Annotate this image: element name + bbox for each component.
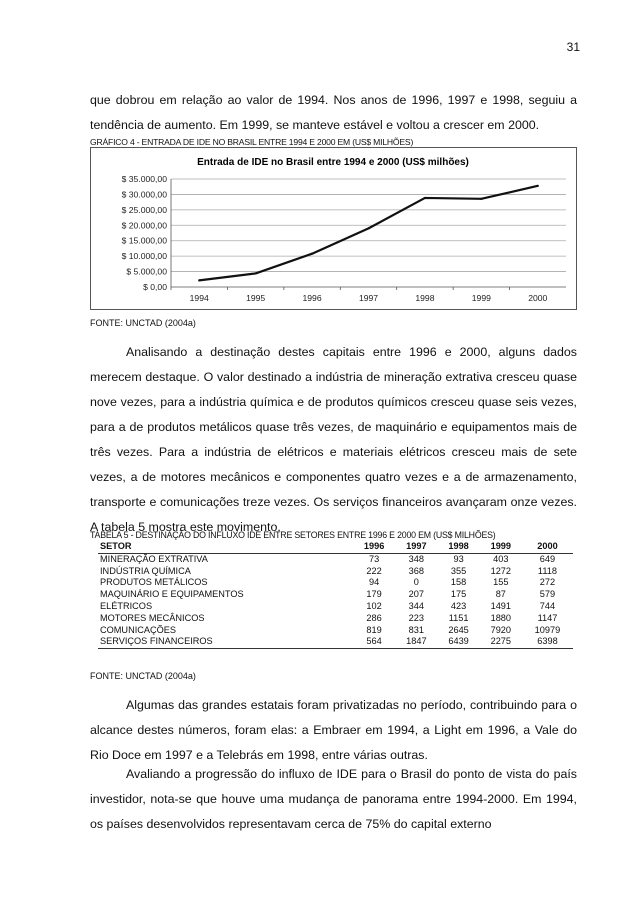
x-tick-label: 1996 [302, 293, 322, 303]
cell-value: 155 [493, 577, 509, 588]
chart-canvas [91, 148, 576, 309]
table-header-row [98, 541, 573, 553]
figure-source: FONTE: UNCTAD (2004a) [90, 318, 196, 328]
cell-value: 179 [366, 589, 382, 600]
cell-value: 403 [493, 553, 509, 564]
table-source: FONTE: UNCTAD (2004a) [90, 671, 196, 681]
sector-table [98, 541, 573, 649]
cell-value: 2645 [448, 624, 469, 635]
table-row [98, 566, 573, 578]
x-tick-label: 2000 [528, 293, 548, 303]
y-tick-label: $ 20.000,00 [121, 220, 167, 231]
table-row [98, 589, 573, 601]
series-line [199, 186, 538, 281]
header-1999: 1999 [480, 541, 522, 553]
figure-caption: GRÁFICO 4 - ENTRADA DE IDE NO BRASIL ENTRE 1994 E 2000 EM (US$ MILHÕES) [90, 137, 414, 147]
y-tick-label: $ 30.000,00 [121, 189, 167, 200]
cell-value: 1847 [395, 636, 437, 648]
cell-value: 222 [366, 565, 382, 576]
cell-value: 93 [453, 553, 464, 564]
y-tick-label: $ 35.000,00 [121, 174, 167, 184]
cell-value: 158 [450, 577, 467, 588]
paragraph-analysis: Analisando a destinação destes capitais entre 1996 e 2000, alguns dados merecem destaque. O valor destinado a indústria de mineração extrativa cresceu quase nove vezes, para a indústria química e de produtos químicos cresceu quase seis vezes, para a de produtos metálicos quase três vezes, de maquinário e equipamentos mais de três vezes. Para a indústria de elétricos e materiais elétricos cresceu mais de sete vezes, a de motores mecânicos e componentes quatro vezes e a de armazenamento, transporte e comunicações treze vezes. Os serviços financeiros avançaram onze vezes. A tabela 5 mostra este movimento. [90, 345, 577, 534]
sector-table-container [90, 541, 577, 649]
cell-value: 649 [539, 553, 556, 564]
data-point [255, 272, 257, 274]
ide-line-chart [90, 147, 577, 310]
table-row [98, 636, 573, 648]
y-tick-label: $ 15.000,00 [121, 235, 167, 246]
header-setor: SETOR [98, 541, 353, 553]
y-tick-label: $ 0,00 [143, 282, 167, 292]
data-point [367, 227, 369, 229]
table-row [98, 613, 573, 625]
cell-value: 831 [408, 624, 424, 635]
paragraph-progression: Avaliando a progressão do influxo de IDE para o Brasil do ponto de vista do país investidor, nota-se que houve uma mudança de panorama entre 1994-2000. Em 1994, os países desenvolvidos representavam cerca de 75% do capital externo [90, 767, 577, 831]
cell-value: 223 [408, 612, 424, 623]
cell-value: 6439 [437, 636, 479, 648]
cell-value: 1272 [490, 565, 512, 576]
data-point [198, 279, 200, 281]
header-2000: 2000 [522, 541, 573, 553]
header-1996: 1996 [353, 541, 395, 553]
cell-value: 579 [539, 589, 556, 600]
cell-value: 423 [450, 600, 467, 611]
cell-value: 94 [368, 577, 380, 588]
table-row [98, 601, 573, 613]
sector-name: MOTORES MECÂNICOS [100, 612, 205, 623]
cell-value: 355 [450, 565, 467, 576]
cell-value: 1491 [490, 600, 512, 611]
data-point [424, 197, 426, 199]
data-point [480, 198, 482, 200]
x-tick-label: 1999 [471, 293, 491, 303]
cell-value: 1147 [537, 612, 558, 623]
x-tick-label: 1997 [358, 293, 379, 303]
y-tick-label: $ 5.000,00 [126, 266, 167, 277]
cell-value: 73 [368, 553, 380, 564]
cell-value: 1151 [448, 612, 469, 623]
header-1998: 1998 [437, 541, 479, 553]
table-row [98, 553, 573, 565]
cell-value: 286 [366, 612, 382, 623]
cell-value: 1880 [490, 612, 512, 623]
page-number: 31 [566, 40, 580, 54]
cell-value: 564 [353, 636, 395, 648]
x-tick-label: 1994 [189, 293, 209, 303]
sector-name: SERVIÇOS FINANCEIROS [98, 636, 353, 648]
cell-value: 175 [450, 589, 467, 600]
cell-value: 7920 [490, 624, 512, 635]
sector-name: MAQUINÁRIO E EQUIPAMENTOS [100, 589, 244, 600]
x-tick-label: 1995 [246, 293, 266, 303]
y-tick-label: $ 25.000,00 [121, 204, 167, 215]
sector-name: PRODUTOS METÁLICOS [100, 577, 208, 588]
chart-title: Entrada de IDE no Brasil entre 1994 e 2000 (US$ milhões) [197, 157, 469, 168]
data-point [311, 253, 313, 255]
cell-value: 744 [539, 600, 556, 611]
cell-value: 10979 [534, 624, 561, 635]
y-tick-label: $ 10.000,00 [121, 251, 167, 262]
paragraph-privatization: Algumas das grandes estatais foram privatizadas no período, contribuindo para o alcance destes números, foram elas: a Embraer em 1994, a Light em 1996, a Vale do Rio Doce em 1997 e a Telebrás em 1998, entre várias outras. [90, 698, 577, 762]
paragraph-intro: que dobrou em relação ao valor de 1994. Nos anos de 1996, 1997 e 1998, seguiu a tendência de aumento. Em 1999, se manteve estável e voltou a crescer em 2000. [90, 93, 577, 132]
data-point [537, 185, 539, 187]
table-row [98, 625, 573, 637]
sector-name: COMUNICAÇÕES [100, 624, 177, 635]
header-1997: 1997 [395, 541, 437, 553]
cell-value: 1118 [537, 565, 557, 576]
sector-name: INDÚSTRIA QUÍMICA [100, 565, 191, 576]
cell-value: 2275 [480, 636, 522, 648]
cell-value: 368 [408, 565, 424, 576]
table-row [98, 577, 573, 589]
sector-name: ELÉTRICOS [100, 600, 153, 611]
cell-value: 344 [408, 600, 424, 611]
cell-value: 87 [495, 589, 506, 600]
cell-value: 819 [366, 624, 382, 635]
table-caption: TABELA 5 - DESTINAÇÃO DO INFLUXO IDE ENTRE SETORES ENTRE 1996 E 2000 EM (US$ MILHÕES) [90, 530, 496, 540]
cell-value: 102 [366, 600, 382, 611]
x-tick-label: 1998 [415, 293, 435, 303]
sector-name: MINERAÇÃO EXTRATIVA [100, 553, 208, 564]
cell-value: 6398 [522, 636, 573, 648]
cell-value: 207 [408, 589, 424, 600]
cell-value: 272 [539, 577, 556, 588]
cell-value: 348 [408, 553, 424, 564]
cell-value: 0 [413, 577, 419, 588]
